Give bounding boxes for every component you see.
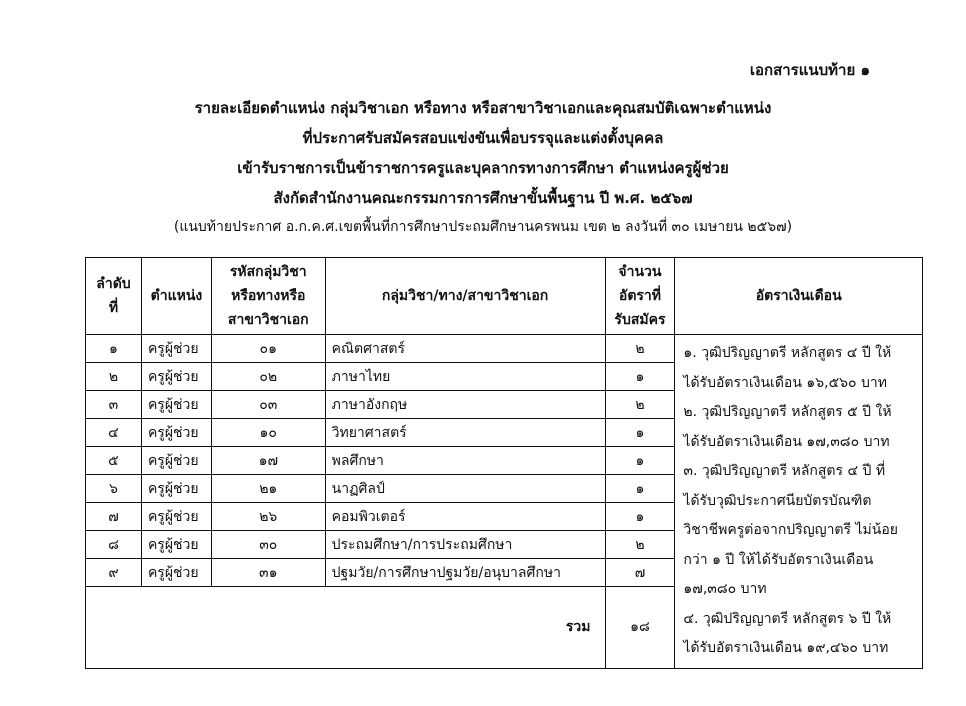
salary-line: ได้รับวุฒิประกาศนียบัตรบัณฑิต: [683, 492, 872, 509]
cell-count: ๑: [605, 475, 675, 503]
header-order: ลำดับ ที่: [86, 258, 142, 335]
salary-line: ๒. วุฒิปริญญาตรี หลักสูตร ๕ ปี ให้: [683, 404, 892, 420]
cell-code: ๒๖: [211, 503, 325, 531]
header-position: ตำแหน่ง: [141, 258, 211, 335]
cell-code: ๐๓: [211, 391, 325, 419]
header-code: รหัสกลุ่มวิชา หรือทางหรือ สาขาวิชาเอก: [211, 258, 325, 335]
cell-order: ๓: [86, 391, 142, 419]
attachment-label: เอกสารแนบท้าย ๑: [749, 61, 870, 79]
cell-subject: ภาษาไทย: [325, 363, 605, 391]
cell-subject: นาฏศิลป์: [325, 475, 605, 503]
cell-position: ครูผู้ช่วย: [141, 391, 211, 419]
salary-line: วิชาชีพครูต่อจากปริญญาตรี ไม่น้อย: [683, 522, 898, 538]
cell-subject: วิทยาศาสตร์: [325, 419, 605, 447]
cell-subject: พลศึกษา: [325, 447, 605, 475]
cell-order: ๕: [86, 447, 142, 475]
cell-position: ครูผู้ช่วย: [141, 335, 211, 363]
subtitle: (แนบท้ายประกาศ อ.ก.ค.ศ.เขตพื้นที่การศึกษาประถมศึกษานครพนม เขต ๒ ลงวันที่ ๓๐ เมษายน ๒๕๖๗): [173, 219, 793, 235]
cell-order: ๑: [86, 335, 142, 363]
total-value: ๑๘: [605, 587, 675, 669]
cell-code: ๐๒: [211, 363, 325, 391]
cell-count: ๑: [605, 363, 675, 391]
cell-count: ๒: [605, 391, 675, 419]
cell-order: ๙: [86, 559, 142, 587]
cell-position: ครูผู้ช่วย: [141, 503, 211, 531]
cell-position: ครูผู้ช่วย: [141, 363, 211, 391]
salary-line: ๓. วุฒิปริญญาตรี หลักสูตร ๔ ปี ที่: [683, 463, 886, 479]
salary-line: ๔. วุฒิปริญญาตรี หลักสูตร ๖ ปี ให้: [683, 610, 892, 627]
cell-count: ๑: [605, 503, 675, 531]
salary-line: ๑. วุฒิปริญญาตรี หลักสูตร ๔ ปี ให้: [683, 345, 892, 361]
table-row: [86, 335, 923, 363]
cell-subject: คณิตศาสตร์: [325, 335, 605, 363]
cell-count: ๑: [605, 419, 675, 447]
positions-table: [85, 257, 923, 669]
cell-code: ๓๐: [211, 531, 325, 559]
cell-count: ๒: [605, 335, 675, 363]
cell-code: ๐๑: [211, 335, 325, 363]
cell-subject: ปฐมวัย/การศึกษาปฐมวัย/อนุบาลศึกษา: [325, 559, 605, 587]
title-line-4: สังกัดสำนักงานคณะกรรมการการศึกษาขั้นพื้นฐาน ปี พ.ศ. ๒๕๖๗: [273, 189, 693, 207]
cell-code: ๑๗: [211, 447, 325, 475]
cell-position: ครูผู้ช่วย: [141, 531, 211, 559]
cell-position: ครูผู้ช่วย: [141, 447, 211, 475]
cell-order: ๔: [86, 419, 142, 447]
cell-code: ๓๑: [211, 559, 325, 587]
cell-position: ครูผู้ช่วย: [141, 475, 211, 503]
cell-position: ครูผู้ช่วย: [141, 559, 211, 587]
salary-line: ได้รับอัตราเงินเดือน ๑๗,๓๘๐ บาท: [683, 433, 890, 450]
cell-subject: คอมพิวเตอร์: [325, 503, 605, 531]
salary-line: ได้รับอัตราเงินเดือน ๑๙,๔๖๐ บาท: [683, 640, 889, 656]
header-salary: อัตราเงินเดือน: [675, 258, 923, 335]
title-line-3: เข้ารับราชการเป็นข้าราชการครูและบุคลากรทางการศึกษา ตำแหน่งครูผู้ช่วย: [237, 159, 729, 177]
cell-count: ๑: [605, 447, 675, 475]
salary-cell: [675, 335, 923, 669]
salary-line: กว่า ๑ ปี ให้ได้รับอัตราเงินเดือน: [683, 551, 874, 568]
cell-order: ๖: [86, 475, 142, 503]
cell-count: ๒: [605, 531, 675, 559]
total-label: รวม: [86, 587, 606, 669]
title-line-2: ที่ประกาศรับสมัครสอบแข่งขันเพื่อบรรจุและแต่งตั้งบุคคล: [302, 129, 664, 147]
cell-subject: ประถมศึกษา/การประถมศึกษา: [325, 531, 605, 559]
salary-line: ๑๗,๓๘๐ บาท: [683, 581, 767, 597]
cell-count: ๗: [605, 559, 675, 587]
cell-position: ครูผู้ช่วย: [141, 419, 211, 447]
cell-order: ๒: [86, 363, 142, 391]
salary-line: ได้รับอัตราเงินเดือน ๑๖,๕๖๐ บาท: [683, 374, 888, 391]
header-count: จำนวน อัตราที่ รับสมัคร: [605, 258, 675, 335]
table-header-row: [86, 258, 923, 335]
cell-order: ๘: [86, 531, 142, 559]
cell-code: ๑๐: [211, 419, 325, 447]
cell-code: ๒๑: [211, 475, 325, 503]
header-subject: กลุ่มวิชา/ทาง/สาขาวิชาเอก: [325, 258, 605, 335]
title-line-1: รายละเอียดตำแหน่ง กลุ่มวิชาเอก หรือทาง หรือสาขาวิชาเอกและคุณสมบัติเฉพาะตำแหน่ง: [194, 99, 772, 117]
cell-order: ๗: [86, 503, 142, 531]
cell-subject: ภาษาอังกฤษ: [325, 391, 605, 419]
